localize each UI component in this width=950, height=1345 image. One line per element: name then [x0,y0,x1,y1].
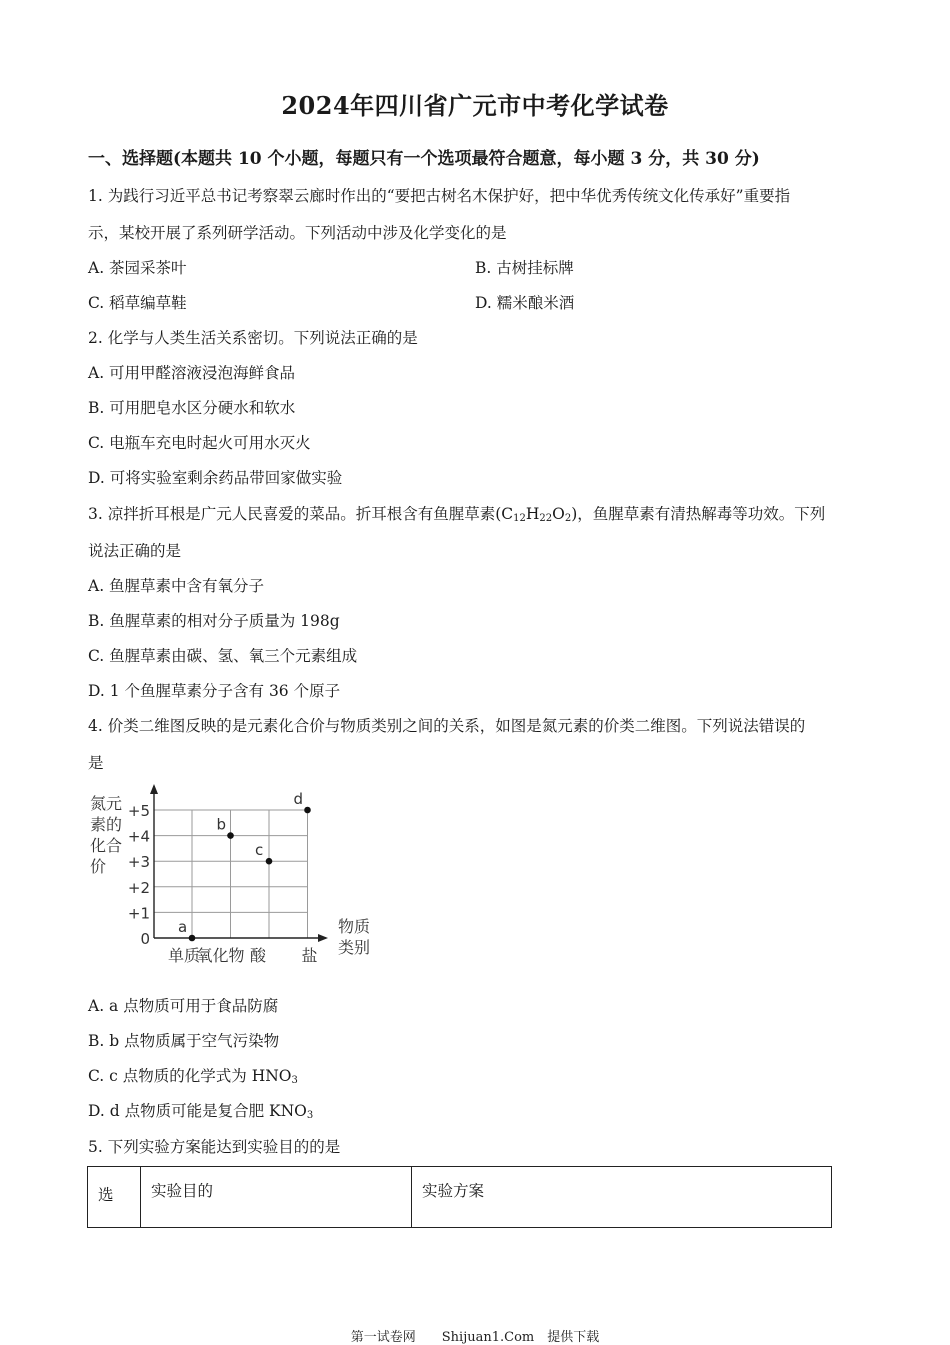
q1-option-c: C. 稻草编草鞋 [88,294,187,312]
q2-option-a: A. 可用甲醛溶液浸泡海鲜食品 [88,364,296,382]
q4-option-a: A. a 点物质可用于食品防腐 [88,997,279,1015]
x-axis-arrow [318,934,328,942]
page-title: 2024年四川省广元市中考化学试卷 [281,91,669,120]
data-point-label-b: b [216,815,227,834]
data-point-a [189,935,196,942]
q3-stem-line2: 说法正确的是 [88,542,182,560]
table-header-option: 选 [88,1167,141,1228]
table-header-purpose: 实验目的 [141,1167,412,1228]
q3-option-d: D. 1 个鱼腥草素分子含有 36 个原子 [88,682,341,700]
section-heading: 一、选择题(本题共 10 个小题，每题只有一个选项最符合题意，每小题 3 分，共 30 分) [88,149,760,169]
q4-option-c: C. c 点物质的化学式为 $HNO_3$ [88,1067,298,1086]
x-tick-label: 酸 [250,946,267,965]
q4-stem-line2: 是 [88,754,104,772]
data-point-label-a: a [178,918,188,936]
q1-option-a: A. 茶园采茶叶 [88,259,187,277]
y-tick-label: +2 [127,878,150,897]
q2-stem: 2. 化学与人类生活关系密切。下列说法正确的是 [88,329,418,347]
y-axis-label: 价 [90,857,107,876]
data-point-d [304,807,311,814]
x-tick-label: 氧化物 [196,946,245,965]
q1-option-b: B. 古树挂标牌 [475,259,574,277]
q3-option-a: A. 鱼腥草素中含有氧分子 [88,577,265,595]
data-point-label-d: d [293,790,304,808]
data-point-c [266,858,273,865]
y-tick-label: +3 [127,853,150,872]
q4-stem-line1: 4. 价类二维图反映的是元素化合价与物质类别之间的关系，如图是氮元素的价类二维图。下列说法错误的 [88,717,806,735]
y-axis-label: 化合 [90,836,123,855]
q3-option-c: C. 鱼腥草素由碳、氢、氧三个元素组成 [88,647,358,665]
y-tick-label: +5 [127,802,150,820]
q2-option-c: C. 电瓶车充电时起火可用水灭火 [88,434,311,452]
q1-stem-line1: 1. 为践行习近平总书记考察翠云廊时作出的“要把古树名木保护好，把中华优秀传统文化传承好”重要指 [88,187,791,205]
chart-points [178,790,311,941]
y-axis-label: 素的 [90,815,123,834]
q3-stem-line1: 3. 凉拌折耳根是广元人民喜爱的菜品。折耳根含有鱼腥草素$(C_{12}H_{22}O_2)$，鱼腥草素有清热解毒等功效。下列 [88,505,826,524]
y-tick-label: +4 [127,827,150,846]
q4-option-d: D. d 点物质可能是复合肥 $KNO_3$ [88,1102,314,1121]
x-tick-label: 单质 [168,946,201,965]
q2-option-b: B. 可用肥皂水区分硬水和软水 [88,399,296,417]
page-footer: 第一试卷网 Shijuan1.Com 提供下载 [350,1330,600,1345]
q2-option-d: D. 可将实验室剩余药品带回家做实验 [88,469,343,487]
y-axis-label: 氮元 [90,794,123,813]
q5-stem: 5. 下列实验方案能达到实验目的的是 [88,1138,341,1156]
experiment-table [87,1166,832,1228]
q1-stem-line2: 示，某校开展了系列研学活动。下列活动中涉及化学变化的是 [88,224,507,242]
table-header-plan: 实验方案 [412,1167,832,1228]
y-axis-arrow [150,784,158,794]
data-point-label-c: c [255,841,264,860]
y-tick-label: +1 [127,904,150,923]
data-point-b [227,832,234,839]
valence-category-chart [86,780,386,970]
x-axis-label: 类别 [338,938,371,957]
x-axis-label: 物质 [338,917,371,936]
x-tick-label: 盐 [301,946,318,965]
q3-option-b: B. 鱼腥草素的相对分子质量为 198g [88,612,340,630]
y-tick-label: 0 [140,930,150,948]
q4-option-b: B. b 点物质属于空气污染物 [88,1032,280,1050]
table-header-row [88,1167,832,1228]
q1-option-d: D. 糯米酿米酒 [475,294,575,312]
